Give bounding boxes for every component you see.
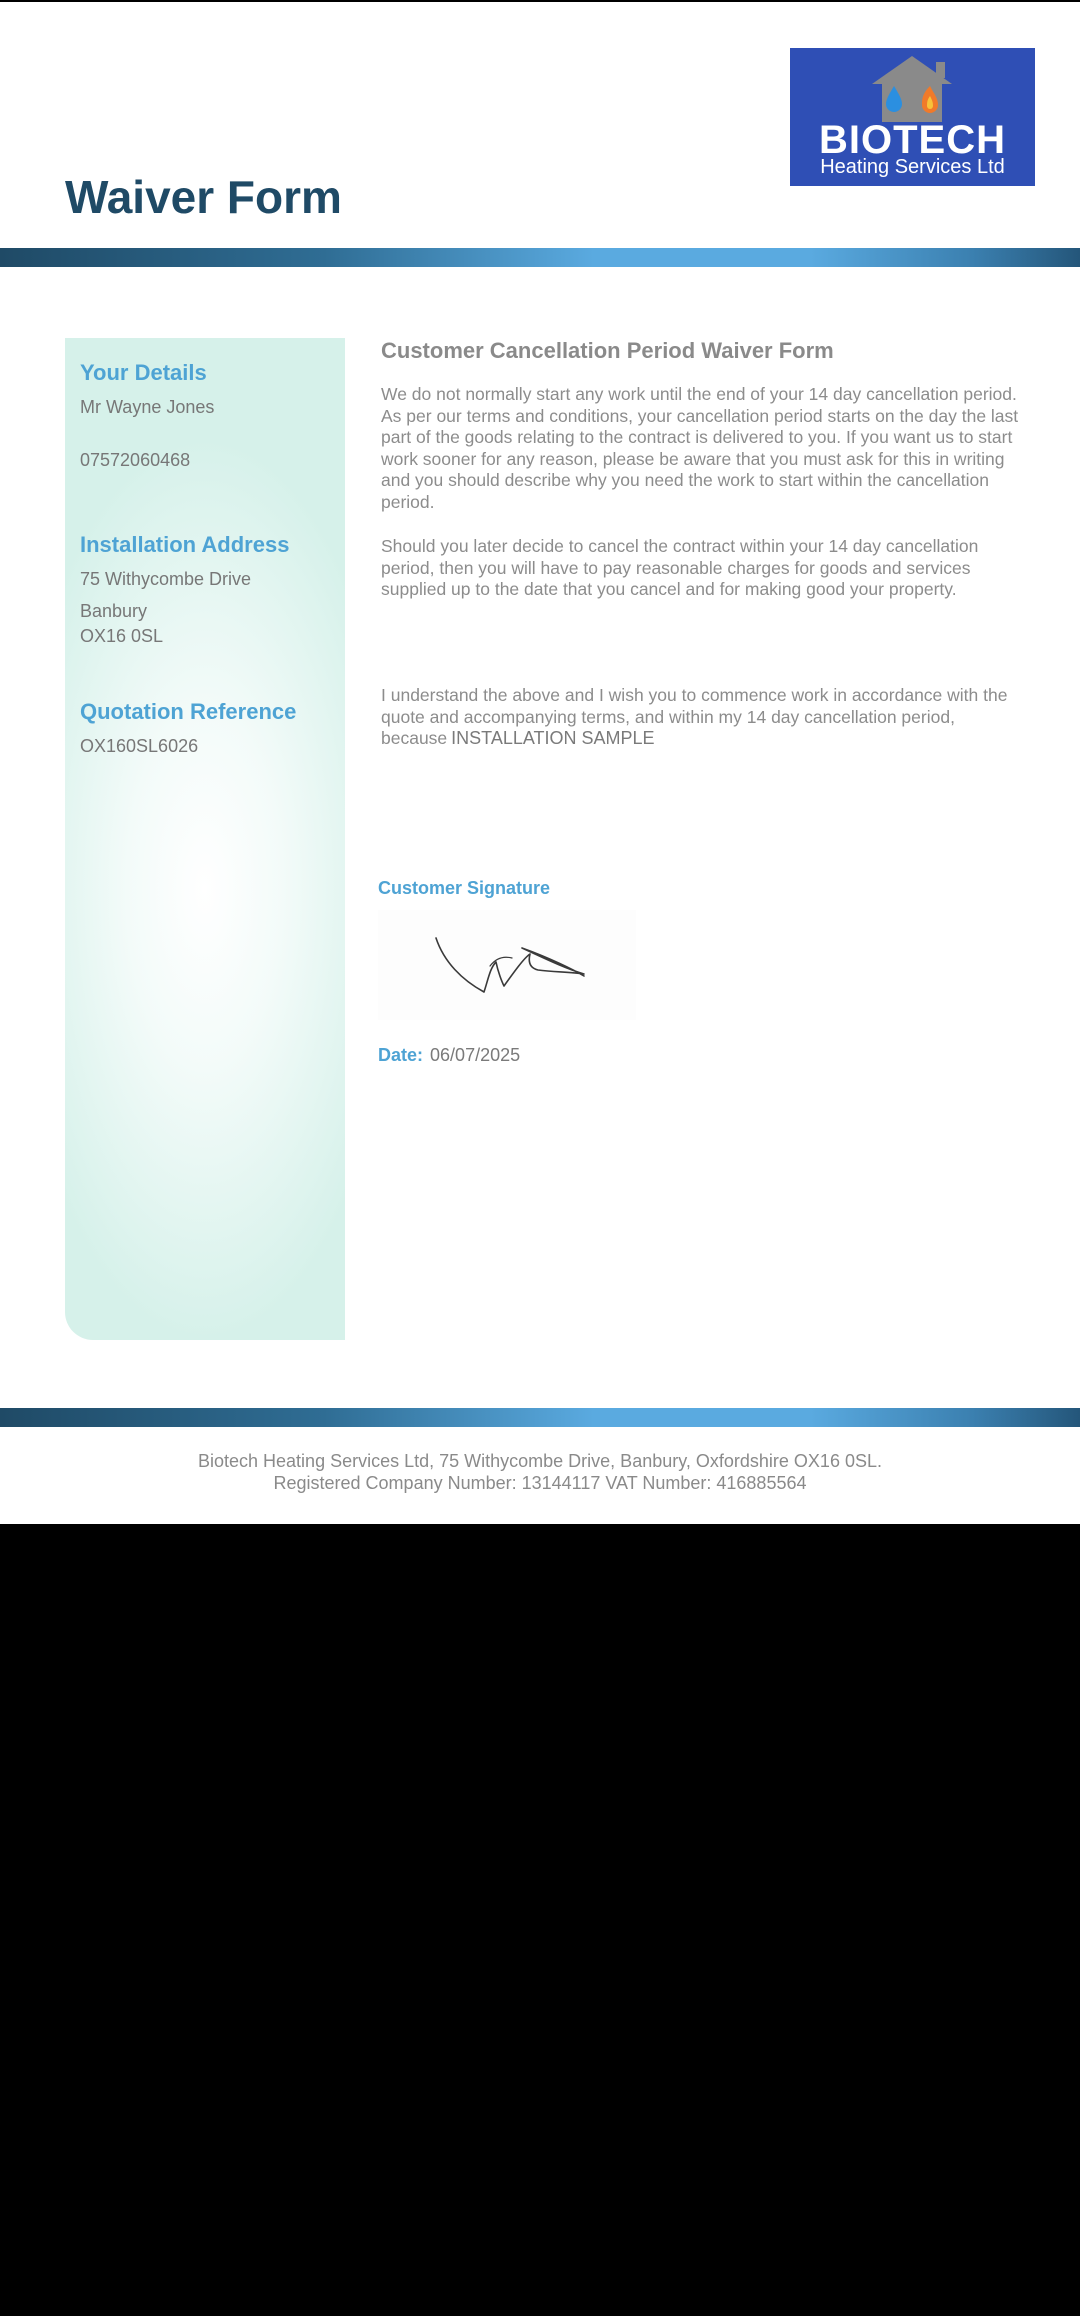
consent-reason: INSTALLATION SAMPLE <box>451 728 655 748</box>
footer-address: Biotech Heating Services Ltd, 75 Withycombe Drive, Banbury, Oxfordshire OX16 0SL. <box>198 1451 882 1471</box>
company-footer <box>0 1450 1080 1494</box>
date-label: Date: <box>378 1045 424 1065</box>
form-heading: Customer Cancellation Period Waiver Form <box>381 338 834 363</box>
logo-subtitle: Heating Services Ltd <box>820 156 1005 178</box>
waiver-document <box>0 2 1080 1524</box>
customer-name: Mr Wayne Jones <box>80 397 215 417</box>
paragraph-cancellation-policy: We do not normally start any work until the end of your 14 day cancellation period. As per our terms and conditions, your cancellation period starts on the day the last part of the goods relating to the contract is delivered to you. If you want us to start work sooner for any reason, please be aware that you must ask for this in writing and you should describe why you need the work to start within the cancellation period. <box>381 384 1019 512</box>
customer-phone: 07572060468 <box>80 450 191 470</box>
installation-address-heading: Installation Address <box>80 532 290 557</box>
signature-label: Customer Signature <box>378 878 551 898</box>
address-line-1: 75 Withycombe Drive <box>80 569 252 589</box>
customer-sidebar <box>65 338 345 1340</box>
your-details-heading: Your Details <box>80 360 207 385</box>
address-line-2: Banbury <box>80 601 148 621</box>
address-postcode: OX16 0SL <box>80 626 164 646</box>
footer-registration: Registered Company Number: 13144117 VAT Number: 416885564 <box>273 1473 807 1493</box>
quotation-reference-value: OX160SL6026 <box>80 736 199 756</box>
paragraph-consent <box>381 685 1021 750</box>
logo-brand-text: BIOTECH <box>819 118 1006 162</box>
date-value: 06/07/2025 <box>430 1045 521 1065</box>
footer-band <box>0 1408 1080 1427</box>
company-logo <box>790 48 1035 186</box>
quotation-reference-heading: Quotation Reference <box>80 699 297 724</box>
paragraph-cancellation-charges: Should you later decide to cancel the contract within your 14 day cancellation period, then you will have to pay reasonable charges for goods and services supplied up to the date that you cancel and for making good your property. <box>381 536 979 599</box>
header-band <box>0 248 1080 267</box>
signature-date <box>378 1045 520 1066</box>
customer-signature <box>378 910 636 1020</box>
page-title: Waiver Form <box>65 171 342 223</box>
consent-text: I understand the above and I wish you to commence work in accordance with the quote and accompanying terms, and within my 14 day cancellation period, because <box>381 685 1008 748</box>
